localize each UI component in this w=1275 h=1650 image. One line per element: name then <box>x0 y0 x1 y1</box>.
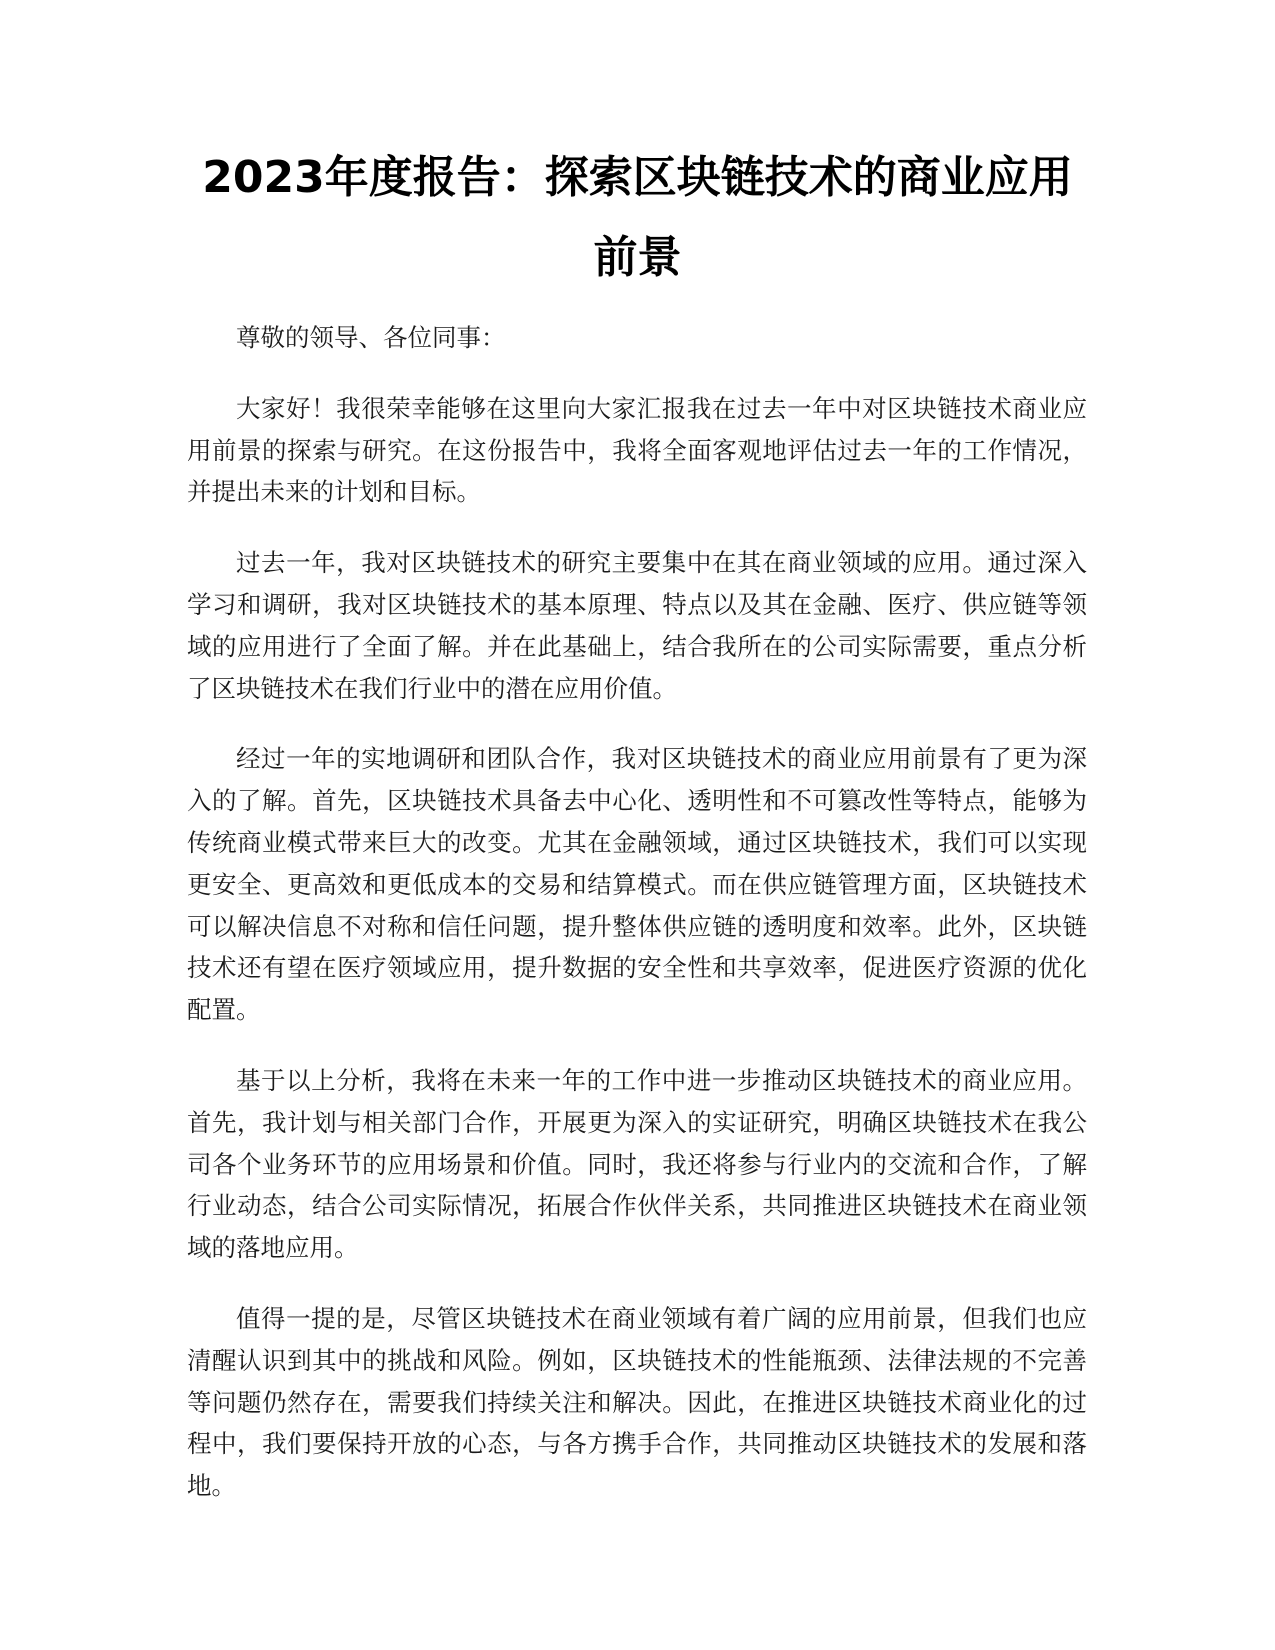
greeting-paragraph: 尊敬的领导、各位同事： <box>236 323 506 352</box>
body-paragraph-1: 大家好！我很荣幸能够在这里向大家汇报我在过去一年中对区块链技术商业应用前景的探索与研究。在这份报告中，我将全面客观地评估过去一年的工作情况，并提出未来的计划和目标。 <box>187 393 1087 507</box>
body-paragraph-2: 过去一年，我对区块链技术的研究主要集中在其在商业领域的应用。通过深入学习和调研，我对区块链技术的基本原理、特点以及其在金融、医疗、供应链等领域的应用进行了全面了解。并在此基础上，结合我所在的公司实际需要，重点分析了区块链技术在我们行业中的潜在应用价值。 <box>187 548 1087 703</box>
document-title-line-2: 前景 <box>593 232 682 283</box>
body-paragraph-4: 基于以上分析，我将在未来一年的工作中进一步推动区块链技术的商业应用。首先，我计划与相关部门合作，开展更为深入的实证研究，明确区块链技术在我公司各个业务环节的应用场景和价值。同时，我还将参与行业内的交流和合作，了解行业动态，结合公司实际情况，拓展合作伙伴关系，共同推进区块链技术在商业领域的落地应用。 <box>187 1065 1087 1263</box>
body-paragraph-5: 值得一提的是，尽管区块链技术在商业领域有着广阔的应用前景，但我们也应清醒认识到其中的挑战和风险。例如，区块链技术的性能瓶颈、法律法规的不完善等问题仍然存在，需要我们持续关注和解决。因此，在推进区块链技术商业化的过程中，我们要保持开放的心态，与各方携手合作，共同推动区块链技术的发展和落地。 <box>187 1303 1087 1501</box>
document-title-line-1: 2023年度报告：探索区块链技术的商业应用 <box>202 152 1073 203</box>
body-paragraph-3: 经过一年的实地调研和团队合作，我对区块链技术的商业应用前景有了更为深入的了解。首先，区块链技术具备去中心化、透明性和不可篡改性等特点，能够为传统商业模式带来巨大的改变。尤其在金融领域，通过区块链技术，我们可以实现更安全、更高效和更低成本的交易和结算模式。而在供应链管理方面，区块链技术可以解决信息不对称和信任问题，提升整体供应链的透明度和效率。此外，区块链技术还有望在医疗领域应用，提升数据的安全性和共享效率，促进医疗资源的优化配置。 <box>187 744 1087 1025</box>
document-body <box>187 317 1087 1536</box>
